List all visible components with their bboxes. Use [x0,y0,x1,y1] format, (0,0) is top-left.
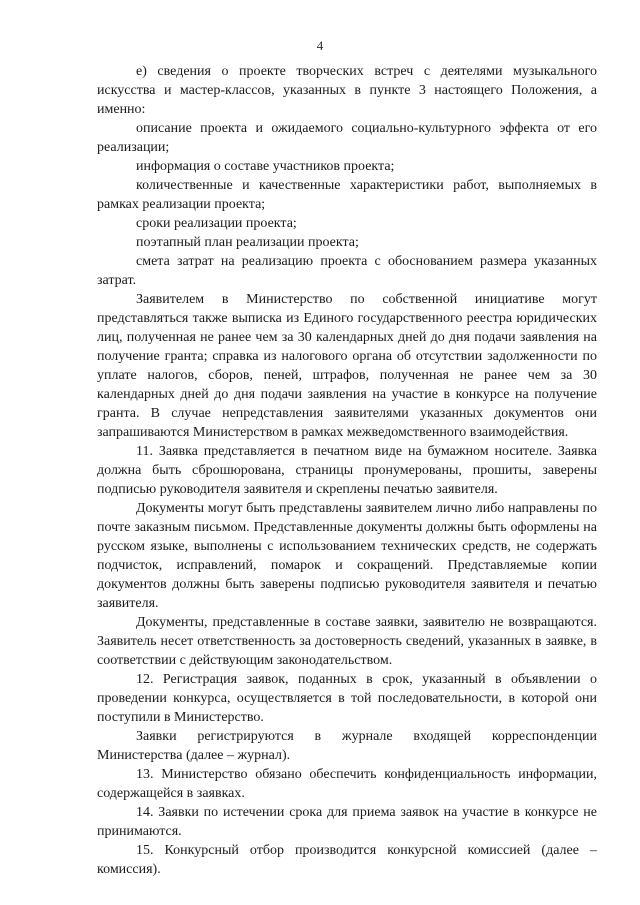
paragraph-documents-submission: Документы могут быть представлены заявителем лично либо направлены по почте заказным письмом. Представленные документы должны быть оформлены на русском языке, выполнены с использованием технических средств, не содержать подчисток, исправлений, помарок и сокращений. Представляемые копии документов должны быть заверены подписью руководителя заявителя и печатью заявителя. [97,501,597,611]
paragraph-participants-info: информация о составе участников проекта; [136,159,395,174]
paragraph-section-13: 13. Министерство обязано обеспечить конфиденциальность информации, содержащейся в заявках. [97,767,597,801]
paragraph-stage-plan: поэтапный план реализации проекта; [136,235,359,250]
paragraph-documents-not-returned: Документы, представленные в составе заявки, заявителю не возвращаются. Заявитель несет ответственность за достоверность сведений, указанных в заявке, в соответствии с действующим законодательством. [97,615,597,668]
paragraph-section-14: 14. Заявки по истечении срока для приема заявок на участие в конкурсе не принимаются. [97,805,597,839]
paragraph-cost-estimate: смета затрат на реализацию проекта с обоснованием размера указанных затрат. [97,254,597,288]
document-body [97,62,597,879]
paragraph-section-12: 12. Регистрация заявок, поданных в срок, указанный в объявлении о проведении конкурса, осуществляется в той последовательности, в которой они поступили в Министерство. [97,672,597,725]
page-number: 4 [316,38,324,53]
paragraph-registration-journal: Заявки регистрируются в журнале входящей корреспонденции Министерства (далее – журнал). [97,729,597,763]
paragraph-project-timeline: сроки реализации проекта; [136,216,297,231]
paragraph-section-15: 15. Конкурсный отбор производится конкурсной комиссией (далее – комиссия). [97,843,597,877]
paragraph-section-11: 11. Заявка представляется в печатном виде на бумажном носителе. Заявка должна быть сброшюрована, страницы пронумерованы, прошиты, заверены подписью руководителя заявителя и скреплены печатью заявителя. [97,444,597,497]
paragraph-project-description: описание проекта и ожидаемого социально-культурного эффекта от его реализации; [97,121,597,155]
paragraph-item-e: е) сведения о проекте творческих встреч с деятелями музыкального искусства и мастер-классов, указанных в пункте 3 настоящего Положения, а именно: [97,64,597,117]
paragraph-applicant-extract: Заявителем в Министерство по собственной инициативе могут представляться также выписка из Единого государственного реестра юридических лиц, полученная не ранее чем за 30 календарных дней до дня подачи заявления на получение гранта; справка из налогового органа об отсутствии задолженности по уплате налогов, сборов, пеней, штрафов, полученная не ранее чем за 30 календарных дней до дня подачи заявления на участие в конкурсе на получение гранта. В случае непредставления заявителями указанных документов они запрашиваются Министерством в рамках межведомственного взаимодействия. [97,292,597,440]
paragraph-work-characteristics: количественные и качественные характеристики работ, выполняемых в рамках реализации проекта; [97,178,597,212]
